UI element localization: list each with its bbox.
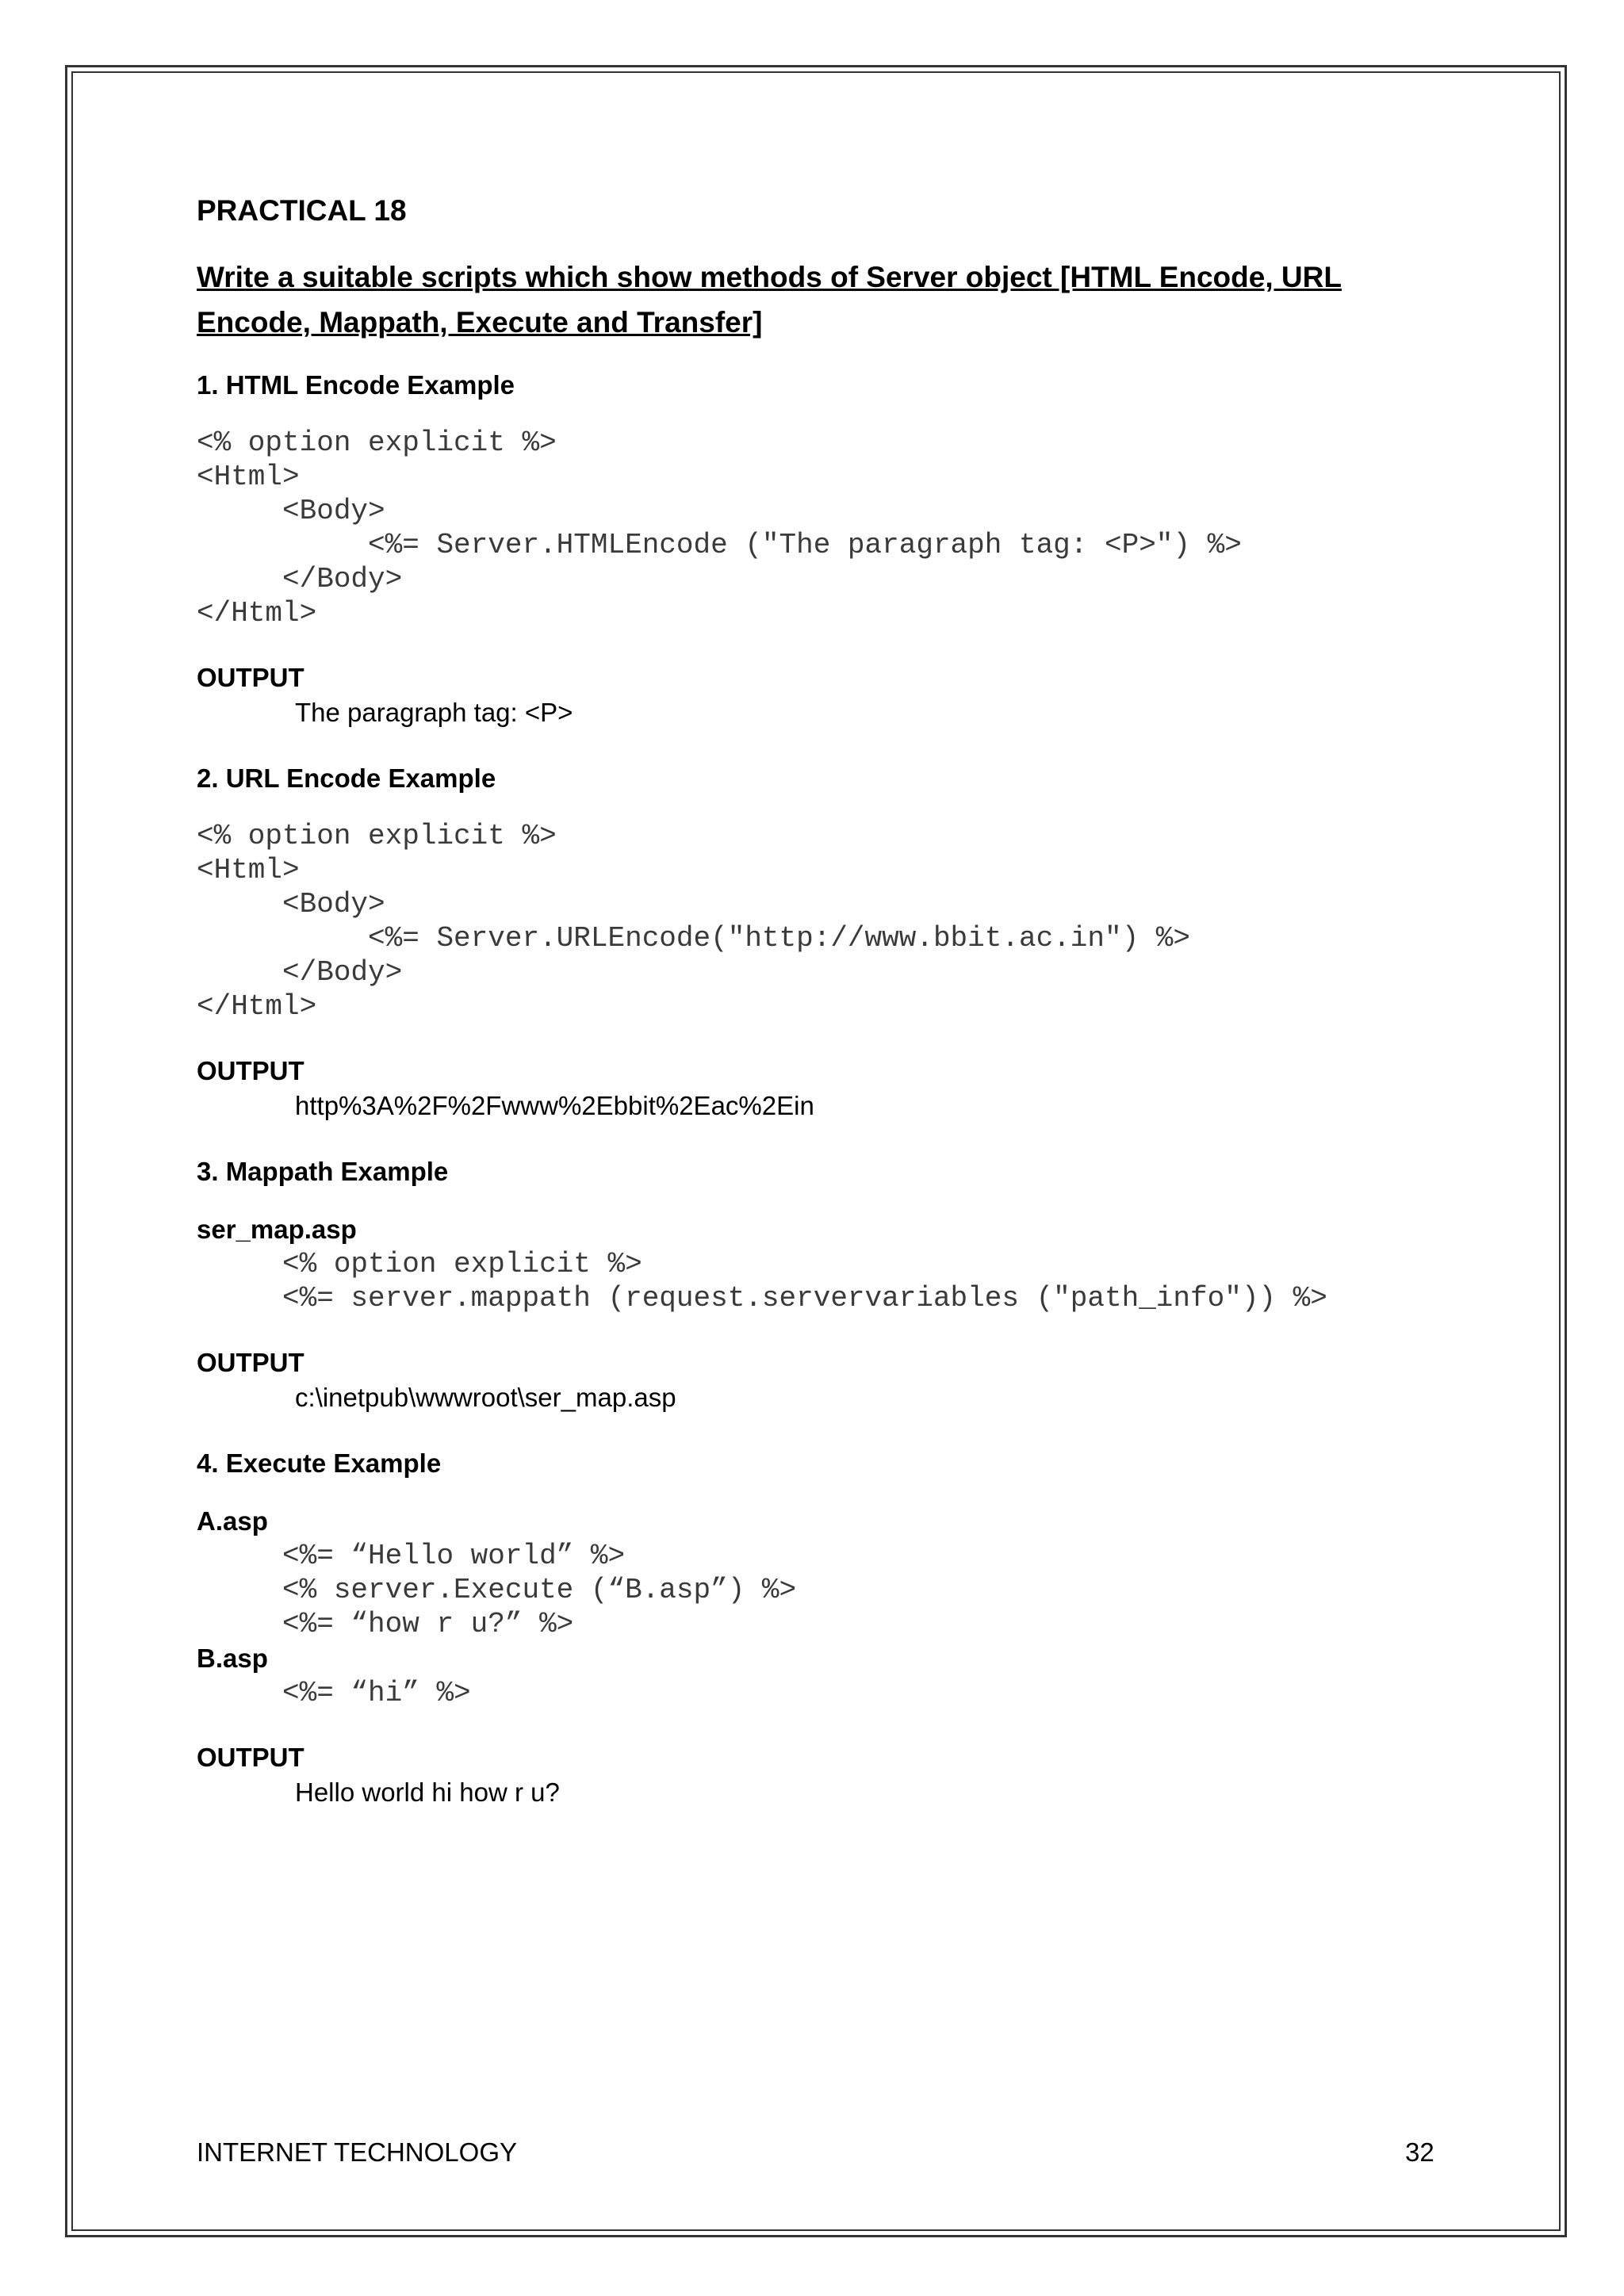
execute-output: Hello world hi how r u? (295, 1777, 560, 1807)
footer-subject: INTERNET TECHNOLOGY (197, 2137, 518, 2167)
execute-code-a: <%= “Hello world” %> <% server.Execute (“B.asp”) %> <%= “how r u?” %> (282, 1540, 797, 1640)
execute-code-b: <%= “hi” %> (197, 1677, 471, 1709)
html-encode-output-label: OUTPUT (197, 663, 304, 692)
execute-heading: 4. Execute Example (197, 1448, 442, 1478)
html-encode-code: <% option explicit %> <Html> <Body> <%= Server.HTMLEncode ("The paragraph tag: <P>") %> </Body> </Html> (197, 427, 1242, 629)
mappath-code: <% option explicit %> <%= server.mappath (request.servervariables ("path_info")) %> (282, 1248, 1327, 1314)
url-encode-heading: 2. URL Encode Example (197, 763, 496, 793)
url-encode-output-label: OUTPUT (197, 1056, 304, 1085)
footer-page-number: 32 (1405, 2137, 1434, 2167)
execute-file-b-label: B.asp (197, 1644, 268, 1673)
page-content (197, 194, 1434, 1843)
mappath-heading: 3. Mappath Example (197, 1157, 449, 1186)
url-encode-code: <% option explicit %> <Html> <Body> <%= Server.URLEncode("http://www.bbit.ac.in") %> </Body> </Html> (197, 820, 1191, 1023)
html-encode-heading: 1. HTML Encode Example (197, 370, 515, 400)
practical-title: PRACTICAL 18 (197, 194, 407, 227)
execute-output-label: OUTPUT (197, 1743, 304, 1772)
html-encode-output: The paragraph tag: <P> (295, 698, 573, 727)
url-encode-output: http%3A%2F%2Fwww%2Ebbit%2Eac%2Ein (295, 1091, 814, 1120)
execute-file-a-label: A.asp (197, 1506, 268, 1536)
mappath-output-label: OUTPUT (197, 1348, 304, 1377)
mappath-output: c:\inetpub\wwwroot\ser_map.asp (295, 1383, 676, 1412)
mappath-file-label: ser_map.asp (197, 1215, 357, 1244)
question-text: Write a suitable scripts which show methods of Server object [HTML Encode, URL Encode, Mappath, Execute and Transfer] (197, 261, 1342, 339)
